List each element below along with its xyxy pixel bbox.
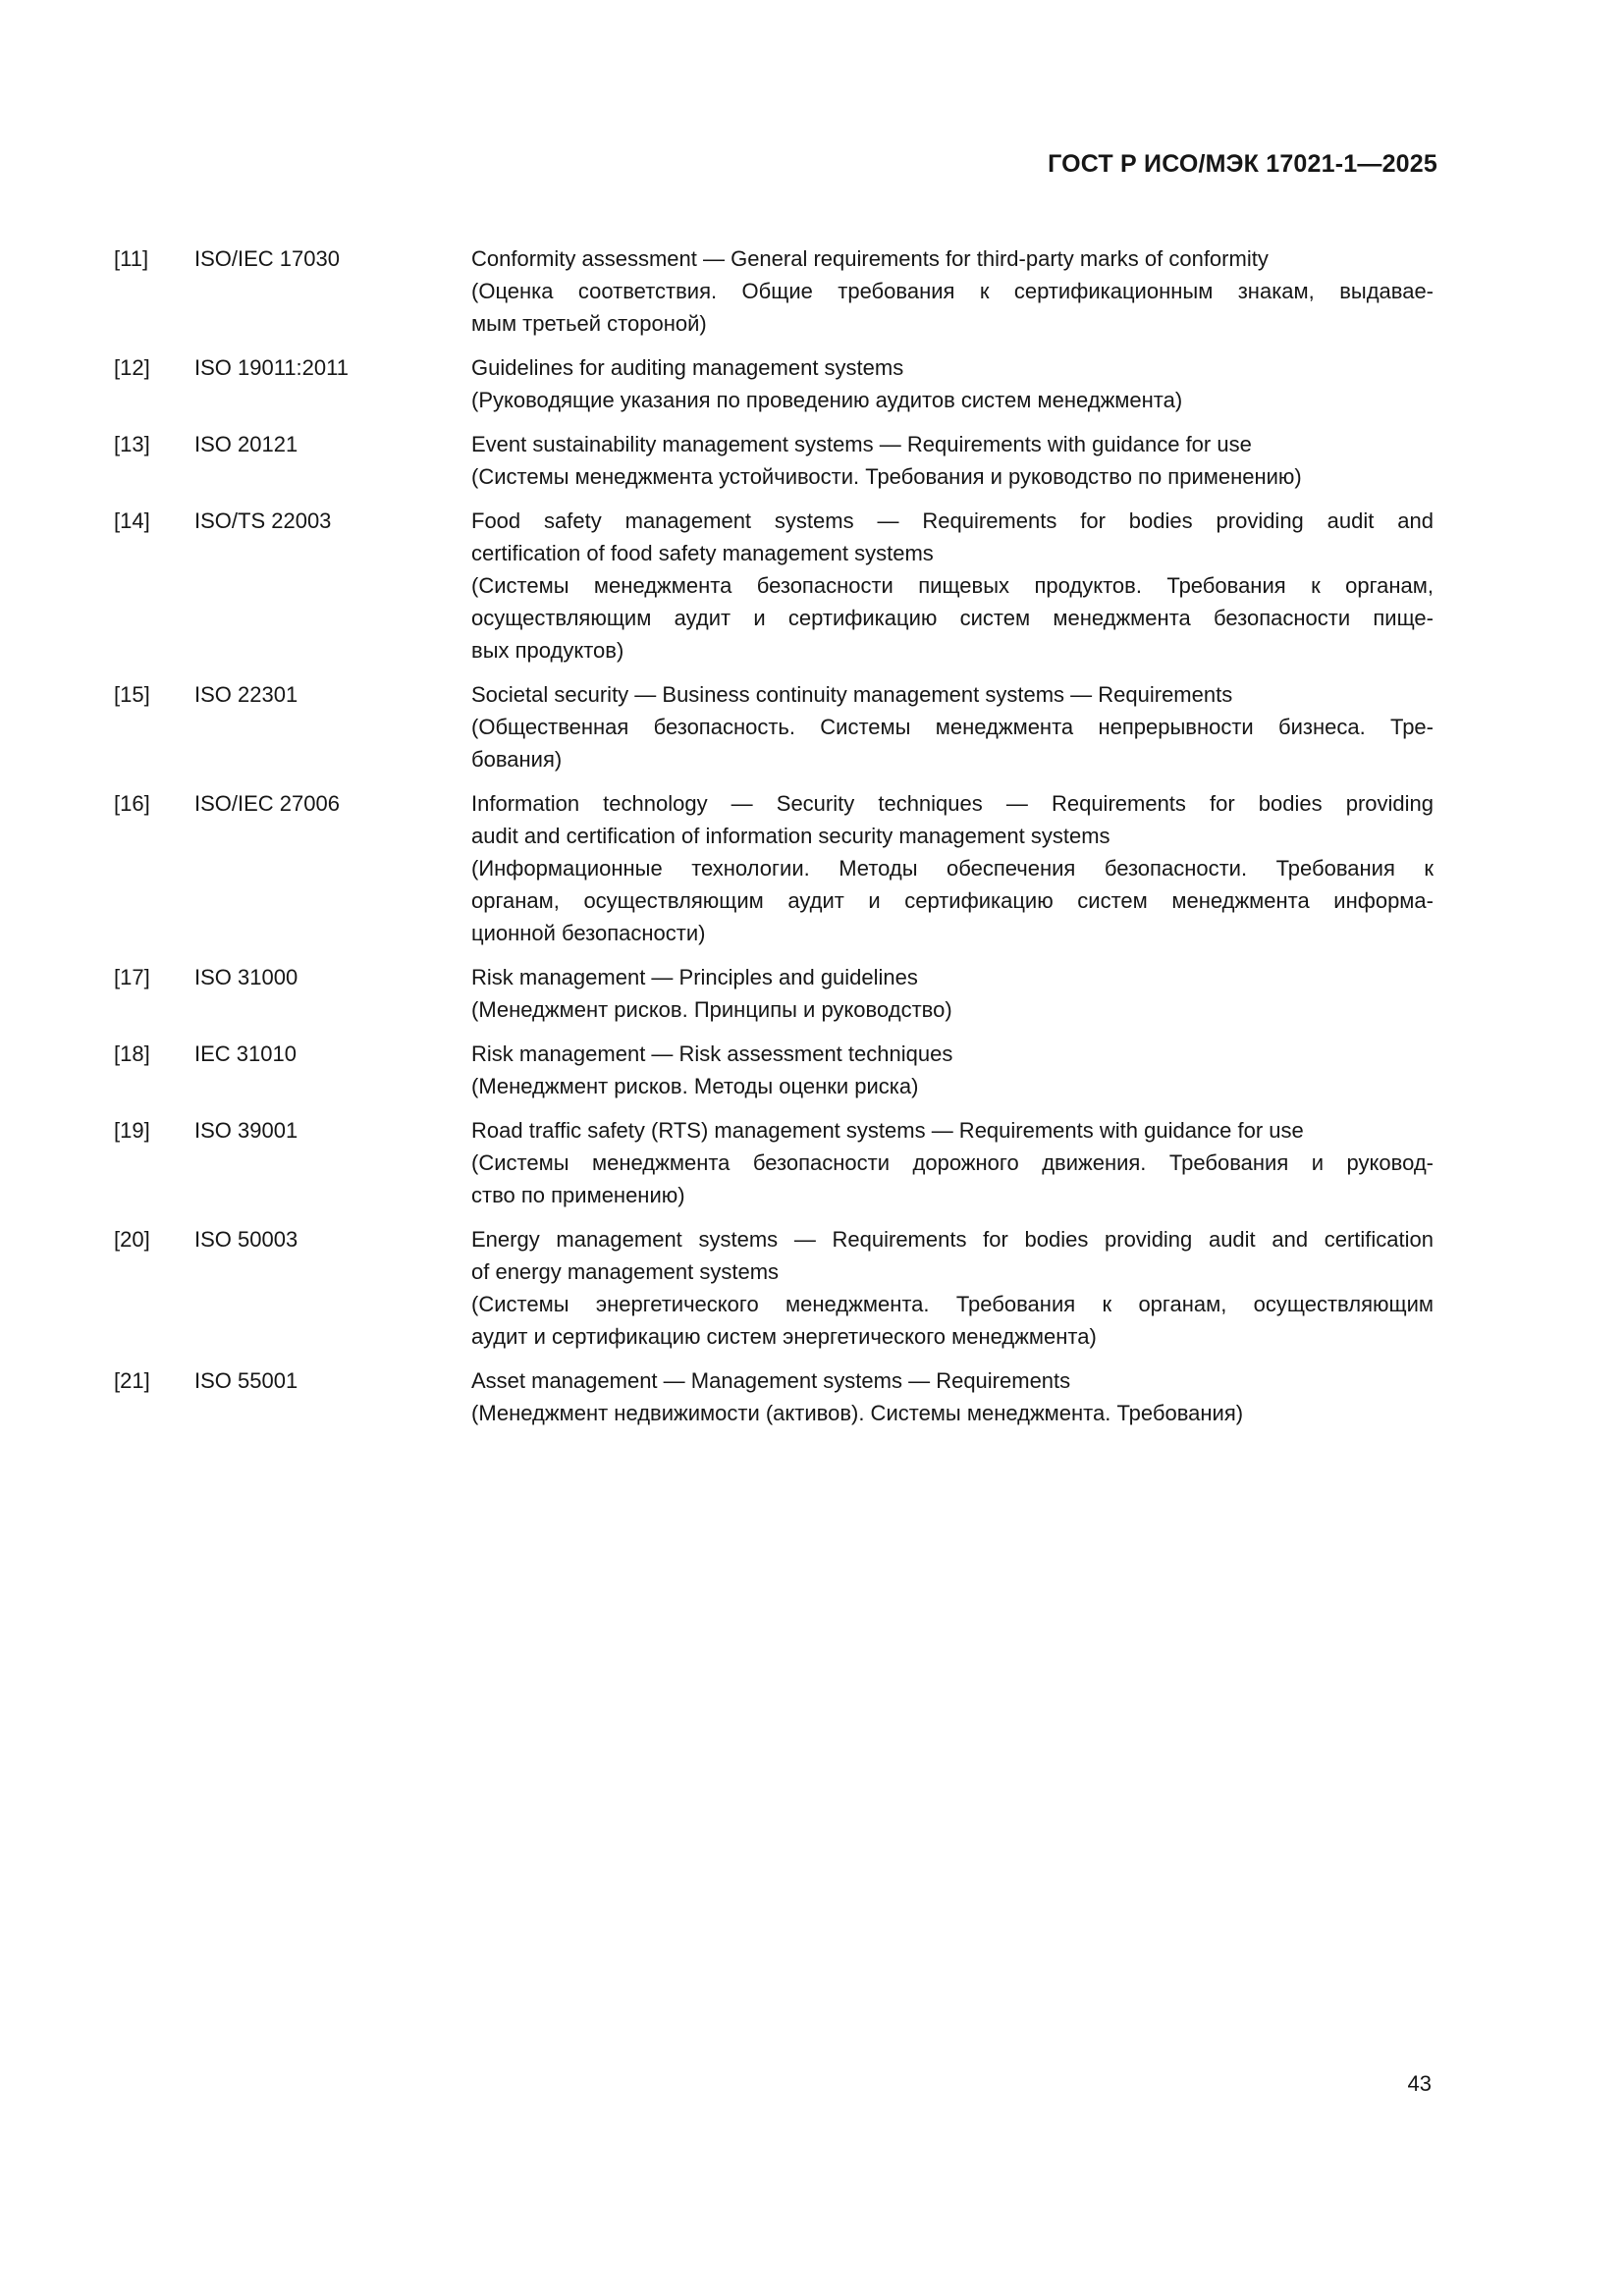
bibliography-entry (114, 961, 1434, 1026)
description-line: certification of food safety management systems (471, 541, 934, 565)
description-line: (Системы энергетического менеджмента. Требования к органам, осуществляющим (471, 1292, 1434, 1316)
entry-description (471, 242, 1434, 340)
description-line: (Оценка соответствия. Общие требования к сертификационным знакам, выдавае- (471, 279, 1434, 303)
entry-description (471, 1223, 1434, 1353)
standard-designation-header: ГОСТ Р ИСО/МЭК 17021-1—2025 (1048, 150, 1437, 178)
bibliography-entry (114, 678, 1434, 775)
bibliography-list (114, 242, 1434, 1441)
entry-description (471, 1364, 1434, 1429)
entry-ref-number: [11] (114, 246, 149, 271)
entry-ref-number: [14] (114, 508, 150, 533)
entry-ref-number: [19] (114, 1118, 150, 1143)
entry-standard-code: ISO 20121 (194, 432, 298, 456)
description-line: ционной безопасности) (471, 921, 706, 945)
entry-standard-code: ISO 39001 (194, 1118, 298, 1143)
description-line: осуществляющим аудит и сертификацию систем менеджмента безопасности пище- (471, 606, 1434, 630)
entry-ref-number: [16] (114, 791, 150, 816)
entry-standard-code: ISO 31000 (194, 965, 298, 989)
bibliography-entry (114, 351, 1434, 416)
entry-description (471, 1038, 1434, 1102)
entry-standard-code: IEC 31010 (194, 1041, 297, 1066)
description-line: (Системы менеджмента безопасности дорожного движения. Требования и руковод- (471, 1150, 1434, 1175)
entry-ref-number: [17] (114, 965, 150, 989)
entry-description (471, 428, 1434, 493)
entry-standard-code: ISO/IEC 17030 (194, 246, 340, 271)
entry-description (471, 678, 1434, 775)
description-line: (Менеджмент недвижимости (активов). Системы менеджмента. Требования) (471, 1401, 1244, 1425)
entry-description (471, 961, 1434, 1026)
description-line: Societal security — Business continuity management systems — Requirements (471, 682, 1233, 707)
description-line: Event sustainability management systems — Requirements with guidance for use (471, 432, 1252, 456)
page-number: 43 (1407, 2071, 1432, 2096)
description-line: (Общественная безопасность. Системы менеджмента непрерывности бизнеса. Тре- (471, 715, 1434, 739)
entry-description (471, 1114, 1434, 1211)
entry-standard-code: ISO/TS 22003 (194, 508, 332, 533)
description-line: (Руководящие указания по проведению аудитов систем менеджмента) (471, 388, 1183, 412)
description-line: органам, осуществляющим аудит и сертификацию систем менеджмента информа- (471, 888, 1434, 913)
description-line: вых продуктов) (471, 638, 624, 663)
bibliography-entry (114, 1038, 1434, 1102)
bibliography-entry (114, 787, 1434, 949)
description-line: ство по применению) (471, 1183, 685, 1207)
description-line: аудит и сертификацию систем энергетического менеджмента) (471, 1324, 1097, 1349)
bibliography-entry (114, 242, 1434, 340)
entry-standard-code: ISO/IEC 27006 (194, 791, 340, 816)
entry-standard-code: ISO 19011:2011 (194, 355, 349, 380)
description-line: (Менеджмент рисков. Методы оценки риска) (471, 1074, 919, 1098)
description-line: Risk management — Principles and guidelines (471, 965, 918, 989)
description-line: мым третьей стороной) (471, 311, 707, 336)
entry-standard-code: ISO 55001 (194, 1368, 298, 1393)
description-line: бования) (471, 747, 563, 772)
description-line: Road traffic safety (RTS) management systems — Requirements with guidance for use (471, 1118, 1304, 1143)
entry-ref-number: [13] (114, 432, 150, 456)
description-line: (Информационные технологии. Методы обеспечения безопасности. Требования к (471, 856, 1434, 881)
bibliography-entry (114, 1114, 1434, 1211)
description-line: Asset management — Management systems — Requirements (471, 1368, 1071, 1393)
entry-standard-code: ISO 50003 (194, 1227, 298, 1252)
description-line: Guidelines for auditing management systems (471, 355, 904, 380)
entry-description (471, 787, 1434, 949)
entry-ref-number: [15] (114, 682, 150, 707)
description-line: Risk management — Risk assessment techniques (471, 1041, 953, 1066)
description-line: Conformity assessment — General requirements for third-party marks of conformity (471, 246, 1269, 271)
entry-description (471, 505, 1434, 667)
description-line: Food safety management systems — Requirements for bodies providing audit and (471, 508, 1434, 533)
entry-ref-number: [21] (114, 1368, 150, 1393)
description-line: of energy management systems (471, 1259, 780, 1284)
bibliography-entry (114, 1364, 1434, 1429)
description-line: audit and certification of information security management systems (471, 824, 1110, 848)
description-line: Information technology — Security techniques — Requirements for bodies providing (471, 791, 1434, 816)
entry-ref-number: [18] (114, 1041, 150, 1066)
description-line: (Системы менеджмента безопасности пищевых продуктов. Требования к органам, (471, 573, 1434, 598)
bibliography-entry (114, 1223, 1434, 1353)
description-line: (Системы менеджмента устойчивости. Требования и руководство по применению) (471, 464, 1302, 489)
description-line: Energy management systems — Requirements for bodies providing audit and certification (471, 1227, 1434, 1252)
description-line: (Менеджмент рисков. Принципы и руководство) (471, 997, 952, 1022)
bibliography-entry (114, 428, 1434, 493)
entry-ref-number: [20] (114, 1227, 150, 1252)
entry-ref-number: [12] (114, 355, 150, 380)
entry-description (471, 351, 1434, 416)
entry-standard-code: ISO 22301 (194, 682, 298, 707)
bibliography-entry (114, 505, 1434, 667)
